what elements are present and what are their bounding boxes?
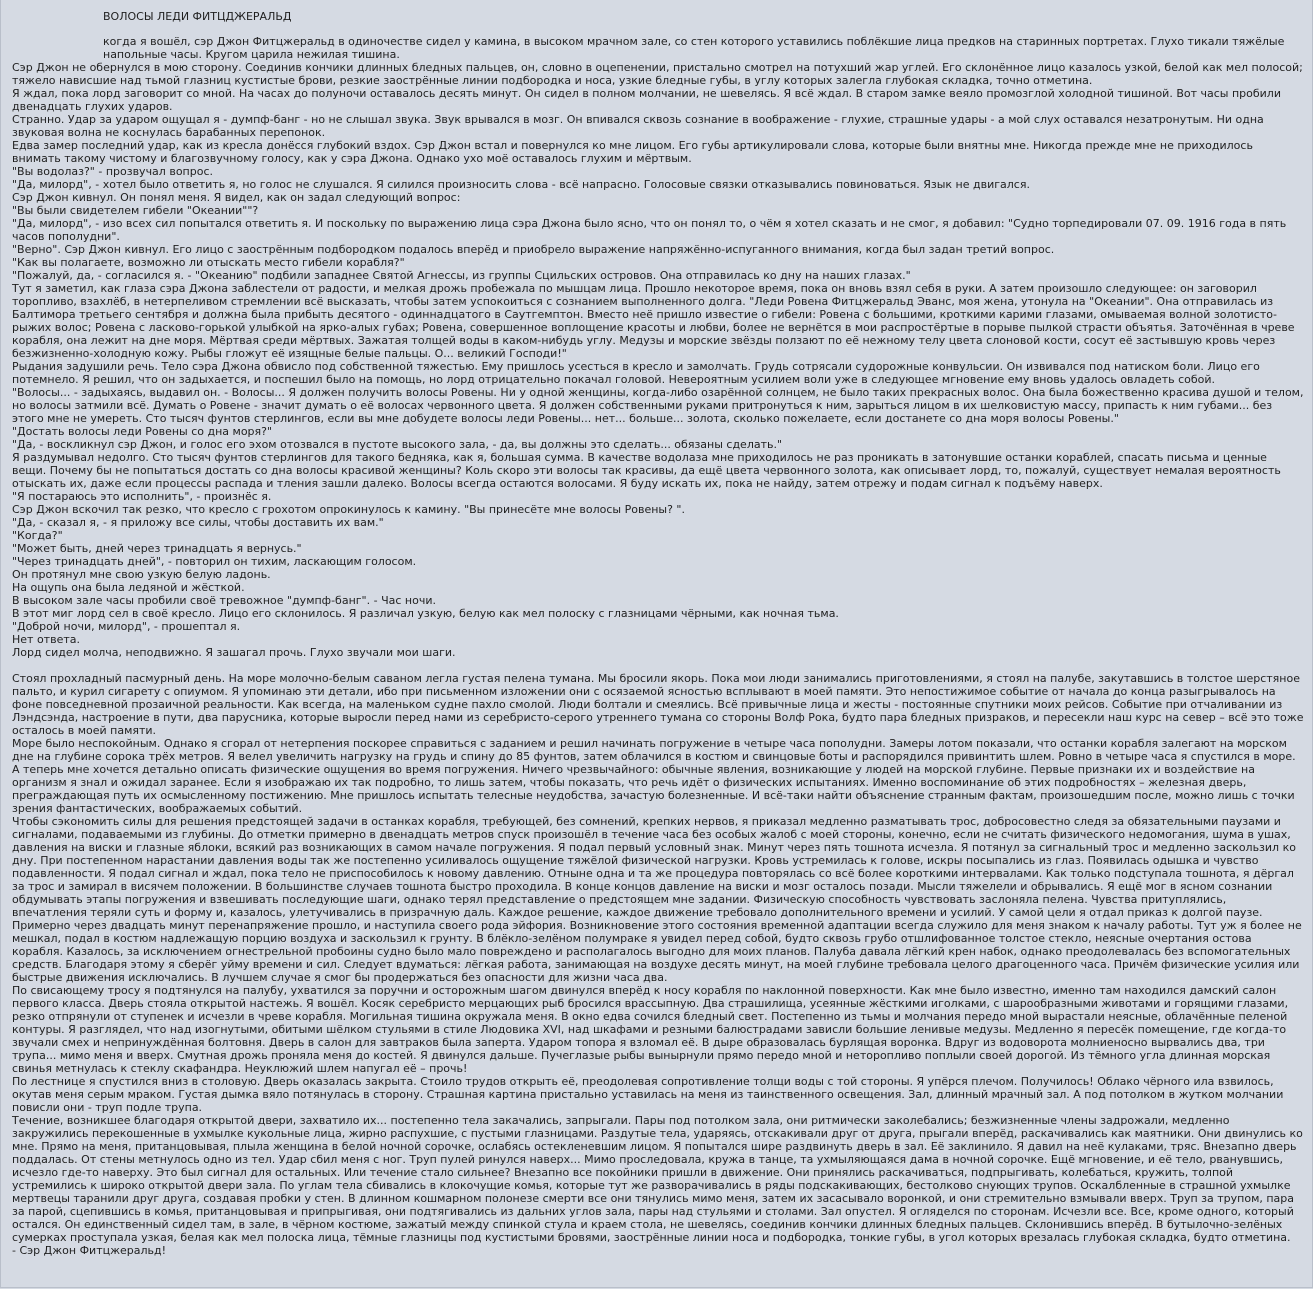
story-paragraph: На ощупь она была ледяной и жёсткой.	[12, 581, 245, 594]
story-paragraph: "Может быть, дней через тринадцать я вернусь."	[12, 542, 302, 555]
story-paragraph: Море было неспокойным. Однако я сгорал от нетерпения поскорее справиться с заданием и решил начинать погружение в четыре часа пополудни. Замеры лотом показали, что останки корабля залегают на морском дне на глубине сорока трёх метров. Я велел увеличить нагрузку на грудь и спину до 85 фунтов, затем облачился в костюм и свинцовые боты и распорядился привинтить шлем. Ровно в четыре часа я спустился в море. А теперь мне хочется детально описать физические ощущения во время погружения. Ничего чрезвычайного: обычные явления, возникающие у людей на морской глубине. Первые признаки их и воздействие на организм я знал и ожидал заранее. Если я изображаю их так подробно, то лишь затем, чтобы показать, что речь идёт о физических испытаниях. Именно воспоминание об этих подробностях – железная дверь, преграждающая путь их осмысленному постижению. Мне пришлось испытать телесные неудобства, зачастую болезненные. И всё-таки найти объяснение странным фактам, произошедшим после, можно лишь с точки зрения фантастических, воображаемых событий.	[12, 737, 1296, 815]
story-paragraph: "Волосы... - задыхаясь, выдавил он. - Волосы... Я должен получить волосы Ровены. Ни у одной женщины, когда-либо озарённой солнцем, не было таких прекрасных волос. Она была божественно красива душой и телом, но волосы затмили всё. Думать о Ровене - значит думать о её волосах червонного цвета. Я должен собственными руками притронуться к ним, зарыться лицом в их шелковистую массу, припасть к ним губами... без этого мне не умереть. Сто тысяч фунтов стерлингов, если вы мне добудете волосы леди Ровены... нет... больше... золота, сколько пожелаете, если достанете со дна моря волосы Ровены."	[12, 386, 1304, 425]
story-paragraph: По лестнице я спустился вниз в столовую. Дверь оказалась закрыта. Стоило трудов открыть её, преодолевая сопротивление толщи воды с той стороны. Я упёрся плечом. Получилось! Облако чёрного ила взвилось, окутав меня серым мраком. Густая дымка вяло потянулась в сторону. Страшная картина пристально уставилась на меня из таинственного освещения. Зал, длинный мрачный зал. А под потолком в жутком молчании повисли они - труп подле трупа.	[12, 1075, 1284, 1114]
story-paragraph: Я ждал, пока лорд заговорит со мной. На часах до полуночи оставалось десять минут. Он сидел в полном молчании, не шевелясь. Я всё ждал. В старом замке веяло промозглой холодной тишиной. Вот часы пробили двенадцать глухих ударов.	[12, 87, 1281, 113]
story-paragraph: Я раздумывал недолго. Сто тысяч фунтов стерлингов для такого бедняка, как я, большая сумма. В качестве водолаза мне приходилось не раз проникать в затонувшие останки кораблей, спасать письма и ценные вещи. Почему бы не попытаться достать со дна волосы красивой женщины? Коль скоро эти волосы так красивы, да ещё цвета червонного золота, как описывает лорд, то, пожалуй, существует немалая вероятность отыскать их, даже если процессы распада и тления зашли далеко. Волосы всегда остаются волосами. Я буду искать их, пока не найду, затем отрежу и подам сигнал к подъёму наверх.	[12, 451, 1281, 490]
story-paragraph: Сэр Джон не обернулся в мою сторону. Соединив кончики длинных бледных пальцев, он, словно в оцепенении, пристально смотрел на потухший жар углей. Его склонённое лицо казалось узкой, белой как мел полосой; тяжело нависшие над тьмой глазниц кустистые брови, резкие заострённые линии подбородка и носа, узкие бледные губы, в углу которых залегла глубокая складка, точно отметина.	[12, 61, 1303, 87]
story-part-one	[12, 61, 1304, 659]
document-content	[12, 10, 1304, 1257]
story-paragraph: Рыдания задушили речь. Тело сэра Джона обвисло под собственной тяжестью. Ему пришлось усесться в кресло и замолчать. Грудь сотрясали судорожные конвульсии. Он извивался под натиском боли. Лицо его потемнело. Я решил, что он задыхается, и поспешил было на помощь, но лорд отрицательно покачал головой. Невероятным усилием воли уже в следующее мгновение ему вновь удалось овладеть собой.	[12, 360, 1260, 386]
story-paragraph: "Через тринадцать дней", - повторил он тихим, ласкающим голосом.	[12, 555, 417, 568]
story-paragraph: "Как вы полагаете, возможно ли отыскать место гибели корабля?"	[12, 256, 405, 269]
story-paragraph: "Да, - сказал я, - я приложу все силы, чтобы доставить их вам."	[12, 516, 384, 529]
story-paragraph: "Да, милорд", - хотел было ответить я, но голос не слушался. Я силился произносить слова - всё напрасно. Голосовые связки отказывались повиноваться. Язык не двигался.	[12, 178, 1030, 191]
story-paragraph: Странно. Удар за ударом ощущал я - думпф-банг - но не слышал звука. Звук врывался в мозг. Он впивался сквозь сознание в воображение - глухие, страшные удары - а мой слух оставался незатронутым. Ни одна звуковая волна не коснулась барабанных перепонок.	[12, 113, 1264, 139]
story-paragraph: Он протянул мне свою узкую белую ладонь.	[12, 568, 271, 581]
story-paragraph: Едва замер последний удар, как из кресла донёсся глубокий вздох. Сэр Джон встал и повернулся ко мне лицом. Его губы артикулировали слова, которые были внятны мне. Никогда прежде мне не приходилось внимать такому чистому и благозвучному голосу, как у сэра Джона. Однако ухо моё оставалось глухим и мёртвым.	[12, 139, 1253, 165]
story-paragraph: "Вы водолаз?" - прозвучал вопрос.	[12, 165, 213, 178]
story-paragraph: Сэр Джон кивнул. Он понял меня. Я видел, как он задал следующий вопрос:	[12, 191, 461, 204]
story-paragraph: "Я постараюсь это исполнить", - произнёс я.	[12, 490, 272, 503]
story-paragraph: "Да, - воскликнул сэр Джон, и голос его эхом отозвался в пустоте высокого зала, - да, вы должны это сделать... обязаны сделать."	[12, 438, 783, 451]
story-paragraph: "Достать волосы леди Ровены со дна моря?"	[12, 425, 273, 438]
story-paragraph: "Когда?"	[12, 529, 63, 542]
story-part-two	[12, 672, 1304, 1257]
story-paragraph: Тут я заметил, как глаза сэра Джона заблестели от радости, и мелкая дрожь пробежала по мышцам лица. Прошло некоторое время, пока он вновь взял себя в руки. А затем произошло следующее: он заговорил торопливо, взахлёб, в нетерпеливом стремлении всё высказать, чтобы затем успокоиться с сознанием выполненного долга. "Леди Ровена Фитцжеральд Эванс, моя жена, утонула на "Океании". Она отправилась из Балтимора третьего сентября и должна была прибыть десятого - одиннадцатого в Саутгемптон. Вместо неё пришло известие о гибели: Ровена с большими, кроткими карими глазами, омываемая волной золотисто-рыжих волос; Ровена с ласково-горькой улыбкой на ярко-алых губах; Ровена, совершенное воплощение красоты и любви, более не вернётся в мои распростёртые в порыве пылкой страсти объятья. Заточённая в чреве корабля, она лежит на дне моря. Мёртвая среди мёртвых. Зажатая толщей воды в каком-нибудь углу. Медузы и морские звёзды ползают по её нежному телу цвета слоновой кости, сосут её застывшую кровь через безжизненно-холодную кожу. Рыбы гложут её изящные белые пальцы. О... великий Господи!"	[12, 282, 1295, 360]
story-paragraph: - Сэр Джон Фитцжеральд!	[12, 1244, 167, 1257]
story-paragraph: "Вы были свидетелем гибели "Океании""?	[12, 204, 259, 217]
story-paragraph: Течение, возникшее благодаря открытой двери, захватило их... постепенно тела закачались, запрыгали. Пары под потолком зала, они ритмически заколебались; безжизненные члены задрожали, медленно закружились перекошенные в ухмылке кукольные лица, жирно распухшие, с пустыми глазницами. Раздутые тела, ударяясь, отскакивали друг от друга, прыгали вперёд, раскачивались как маятники. Они двинулись ко мне. Прямо на меня, пританцовывая, плыла женщина в белой ночной сорочке, ослабясь остекленевшим лицом. Я попытался шире раздвинуть дверь в зал. Её заклинило. Я давил на неё кулаками, тряс. Внезапно дверь поддалась. От стены метнулось одно из тел. Удар сбил меня с ног. Труп пулей ринулся наверх... Мимо проследовала, кружа в танце, та ухмыляющаяся дама в ночной сорочке. Ещё мгновение, и её тело, рванувшись, исчезло где-то наверху. Это был сигнал для остальных. Или течение стало сильнее? Внезапно все покойники пришли в движение. Они принялись раскачиваться, подпрыгивать, колебаться, кружить, толпой устремились к широко открытой двери зала. По углам тела сбивались в клокочущие комья, которые тут же разворачивались в ряды подскакивающих, бестолково снующих трупов. Оскалбленные в страшной ухмылке мертвецы таранили друг друга, создавая пробки у стен. В длинном кошмарном полонезе смерти все они тянулись мимо меня, затем их засасывало воронкой, и они стремительно взмывали вверх. Труп за трупом, пара за парой, сцепившись в комья, пританцовывая и припрыгивая, они подтягивались из дальних углов зала, пары над стульями и столами. Зал опустел. Я огляделся по сторонам. Исчезли все. Все, кроме одного, который остался. Он единственный сидел там, в зале, в чёрном костюме, зажатый между спинкой стула и краем стола, не шевелясь, соединив кончики длинных бледных пальцев. Склонившись вперёд. В бутылочно-зелёных сумерках проступала узкая, белая как мел полоска лица, тёмные глазницы под кустистыми бровями, заострённые линии носа и подбородка, тонкие губы, в угол которых врезалась глубокая складка, будто отметина.	[12, 1114, 1303, 1244]
story-paragraph: "Пожалуй, да, - согласился я. - "Океанию" подбили западнее Святой Агнессы, из группы Сцильских островов. Она отправилась ко дну на наших глазах."	[12, 269, 911, 282]
story-title: ВОЛОСЫ ЛЕДИ ФИТЦДЖЕРАЛЬД	[103, 10, 292, 23]
story-paragraph: "Да, милорд", - изо всех сил попытался ответить я. И поскольку по выражению лица сэра Джона было ясно, что он понял то, о чём я хотел сказать и не смог, я добавил: "Судно торпедировали 07. 09. 1916 года в пять часов пополудни".	[12, 217, 1287, 243]
story-paragraph: Стоял прохладный пасмурный день. На море молочно-белым саваном легла густая пелена тумана. Мы бросили якорь. Пока мои люди занимались приготовлениями, я стоял на палубе, закутавшись в толстое шерстяное пальто, и курил сигарету с опиумом. Я упоминаю эти детали, ибо при письменном изложении они с осязаемой ясностью всплывают в моей памяти. Это непостижимое событие от начала до конца разыгрывалось на фоне повседневной прозаичной реальности. Как всегда, на маленьком судне пахло смолой. Люди болтали и смеялись. Всё привычные лица и жесты - постоянные спутники моих рейсов. Событие при отчаливании из Лэндсэнда, настроение в пути, два парусника, которые выросли перед нами из серебристо-серого утреннего тумана со стороны Волф Рока, будто пара бледных призраков, и пересекли наш курс на север – всё это тоже осталось в моей памяти.	[12, 672, 1304, 737]
story-paragraph: "Верно". Сэр Джон кивнул. Его лицо с заострённым подбородком подалось вперёд и приобрело выражение напряжённо-испуганного внимания, когда был задан третий вопрос.	[12, 243, 1055, 256]
story-paragraph: Нет ответа.	[12, 633, 80, 646]
story-paragraph: По свисающему тросу я подтянулся на палубу, ухватился за поручни и осторожным шагом двинулся вперёд к носу корабля по наклонной поверхности. Как мне было известно, именно там находился дамский салон первого класса. Дверь стояла открытой настежь. Я вошёл. Косяк серебристо мерцающих рыб бросился врассыпную. Два страшилища, усеянные жёсткими иголками, с шарообразными животами и горящими глазами, резко отпрянули от ступенек и исчезли в чреве корабля. Могильная тишина окружала меня. В окно едва сочился бледный свет. Постепенно из тьмы и молчания передо мной вырастали неясные, облачённые пеленой контуры. Я разглядел, что над изогнутыми, обитыми шёлком стульями в стиле Людовика XVI, над шкафами и резными балюстрадами зависли большие ленивые медузы. Медленно я пересёк помещение, где когда-то звучали смех и непринуждённая болтовня. Дверь в салон для завтраков была заперта. Ударом топора я взломал её. В дыре образовалась бурлящая воронка. Вдруг из водоворота молниеносно вырвались два, три трупа... мимо меня и вверх. Смутная дрожь проняла меня до костей. Я двинулся дальше. Пучеглазые рыбы вынырнули прямо передо мной и неторопливо поплыли своей дорогой. Из тёмного угла длинная морская свинья метнулась к стеклу скафандра. Неуклюжий шлем напугал её – прочь!	[12, 984, 1289, 1075]
story-paragraph: Сэр Джон вскочил так резко, что кресло с грохотом опрокинулось к камину. "Вы принесёте мне волосы Ровены? ".	[12, 503, 685, 516]
part-separator	[12, 659, 1304, 672]
story-paragraph: В этот миг лорд сел в своё кресло. Лицо его склонилось. Я различал узкую, белую как мел полоску с глазницами чёрными, как ночная тьма.	[12, 607, 839, 620]
story-paragraph: Лорд сидел молча, неподвижно. Я зашагал прочь. Глухо звучали мои шаги.	[12, 646, 456, 659]
story-paragraph: Чтобы сэкономить силы для решения предстоящей задачи в останках корабля, требующей, без сомнений, крепких нервов, я приказал медленно разматывать трос, добросовестно следя за обязательными паузами и сигналами, подаваемыми из глубины. До отметки примерно в двенадцать метров спуск произошёл в течение часа без особых жалоб с моей стороны, конечно, если не считать физического недомогания, шума в ушах, давления на виски и глазные яблоки, всякий раз возникающих в самом начале погружения. Я подал первый условный знак. Минут через пять тошнота исчезла. Я потянул за сигнальный трос и медленно заскользил ко дну. При постепенном нарастании давления воды так же постепенно усиливалось ощущение тяжёлой физической нагрузки. Кровь устремилась к голове, искры посыпались из глаз. Появилась одышка и чувство подавленности. Я подал сигнал и ждал, пока тело не приспособилось к новому давлению. Отныне одна и та же процедура повторялась со всё более короткими интервалами. Как только подступала тошнота, я дёргал за трос и замирал в висячем положении. В большинстве случаев тошнота быстро проходила. В конце концов давление на виски и мозг осталось позади. Мысли тяжелели и обрывались. Я ещё мог в ясном сознании обдумывать этапы погружения и взвешивать последующие шаги, однако терял представление о предстоящем мне задании. Физическую способность чувствовать заслоняла пелена. Чувства притуплялись, впечатления теряли суть и форму и, казалось, улетучивались в призрачную даль. Каждое решение, каждое движение требовало дополнительного времени и усилий. У самой цели я отдал приказ к долгой паузе. Примерно через двадцать минут перенапряжение прошло, и наступила своего рода эйфория. Возникновение этого состояния временной адаптации всегда служило для меня знаком к началу работы. Тут уж я более не мешкал, подал в костюм надлежащую порцию воздуха и заскользил к грунту. В блёкло-зелёном полумраке я увидел перед собой, будто сквозь грубо отшлифованное толстое стекло, неясные очертания остова корабля. Казалось, за исключением огнестрельной пробоины судно было мало повреждено и располагалось выгодно для моих планов. Палуба давала лёгкий крен набок, однако преодолевалась без вспомогательных средств. Благодаря этому я сберёг уйму времени и сил. Следует вдуматься: лёгкая работа, занимающая на воздухе десять минут, на моей глубине требовала целого драгоценного часа. Причём физические усилия или быстрые движения исключались. В лучшем случае я смог бы продержаться без опасности для жизни часа два.	[12, 815, 1302, 984]
story-paragraph: В высоком зале часы пробили своё тревожное "думпф-банг". - Час ночи.	[12, 594, 436, 607]
intro-paragraph: когда я вошёл, сэр Джон Фитцжеральд в одиночестве сидел у камина, в высоком мрачном зале, со стен которого уставились поблёкшие лица предков на старинных портретах. Глухо тикали тяжёлые напольные часы. Кругом царила нежилая тишина.	[103, 35, 1285, 61]
story-paragraph: "Доброй ночи, милорд", - прошептал я.	[12, 620, 241, 633]
